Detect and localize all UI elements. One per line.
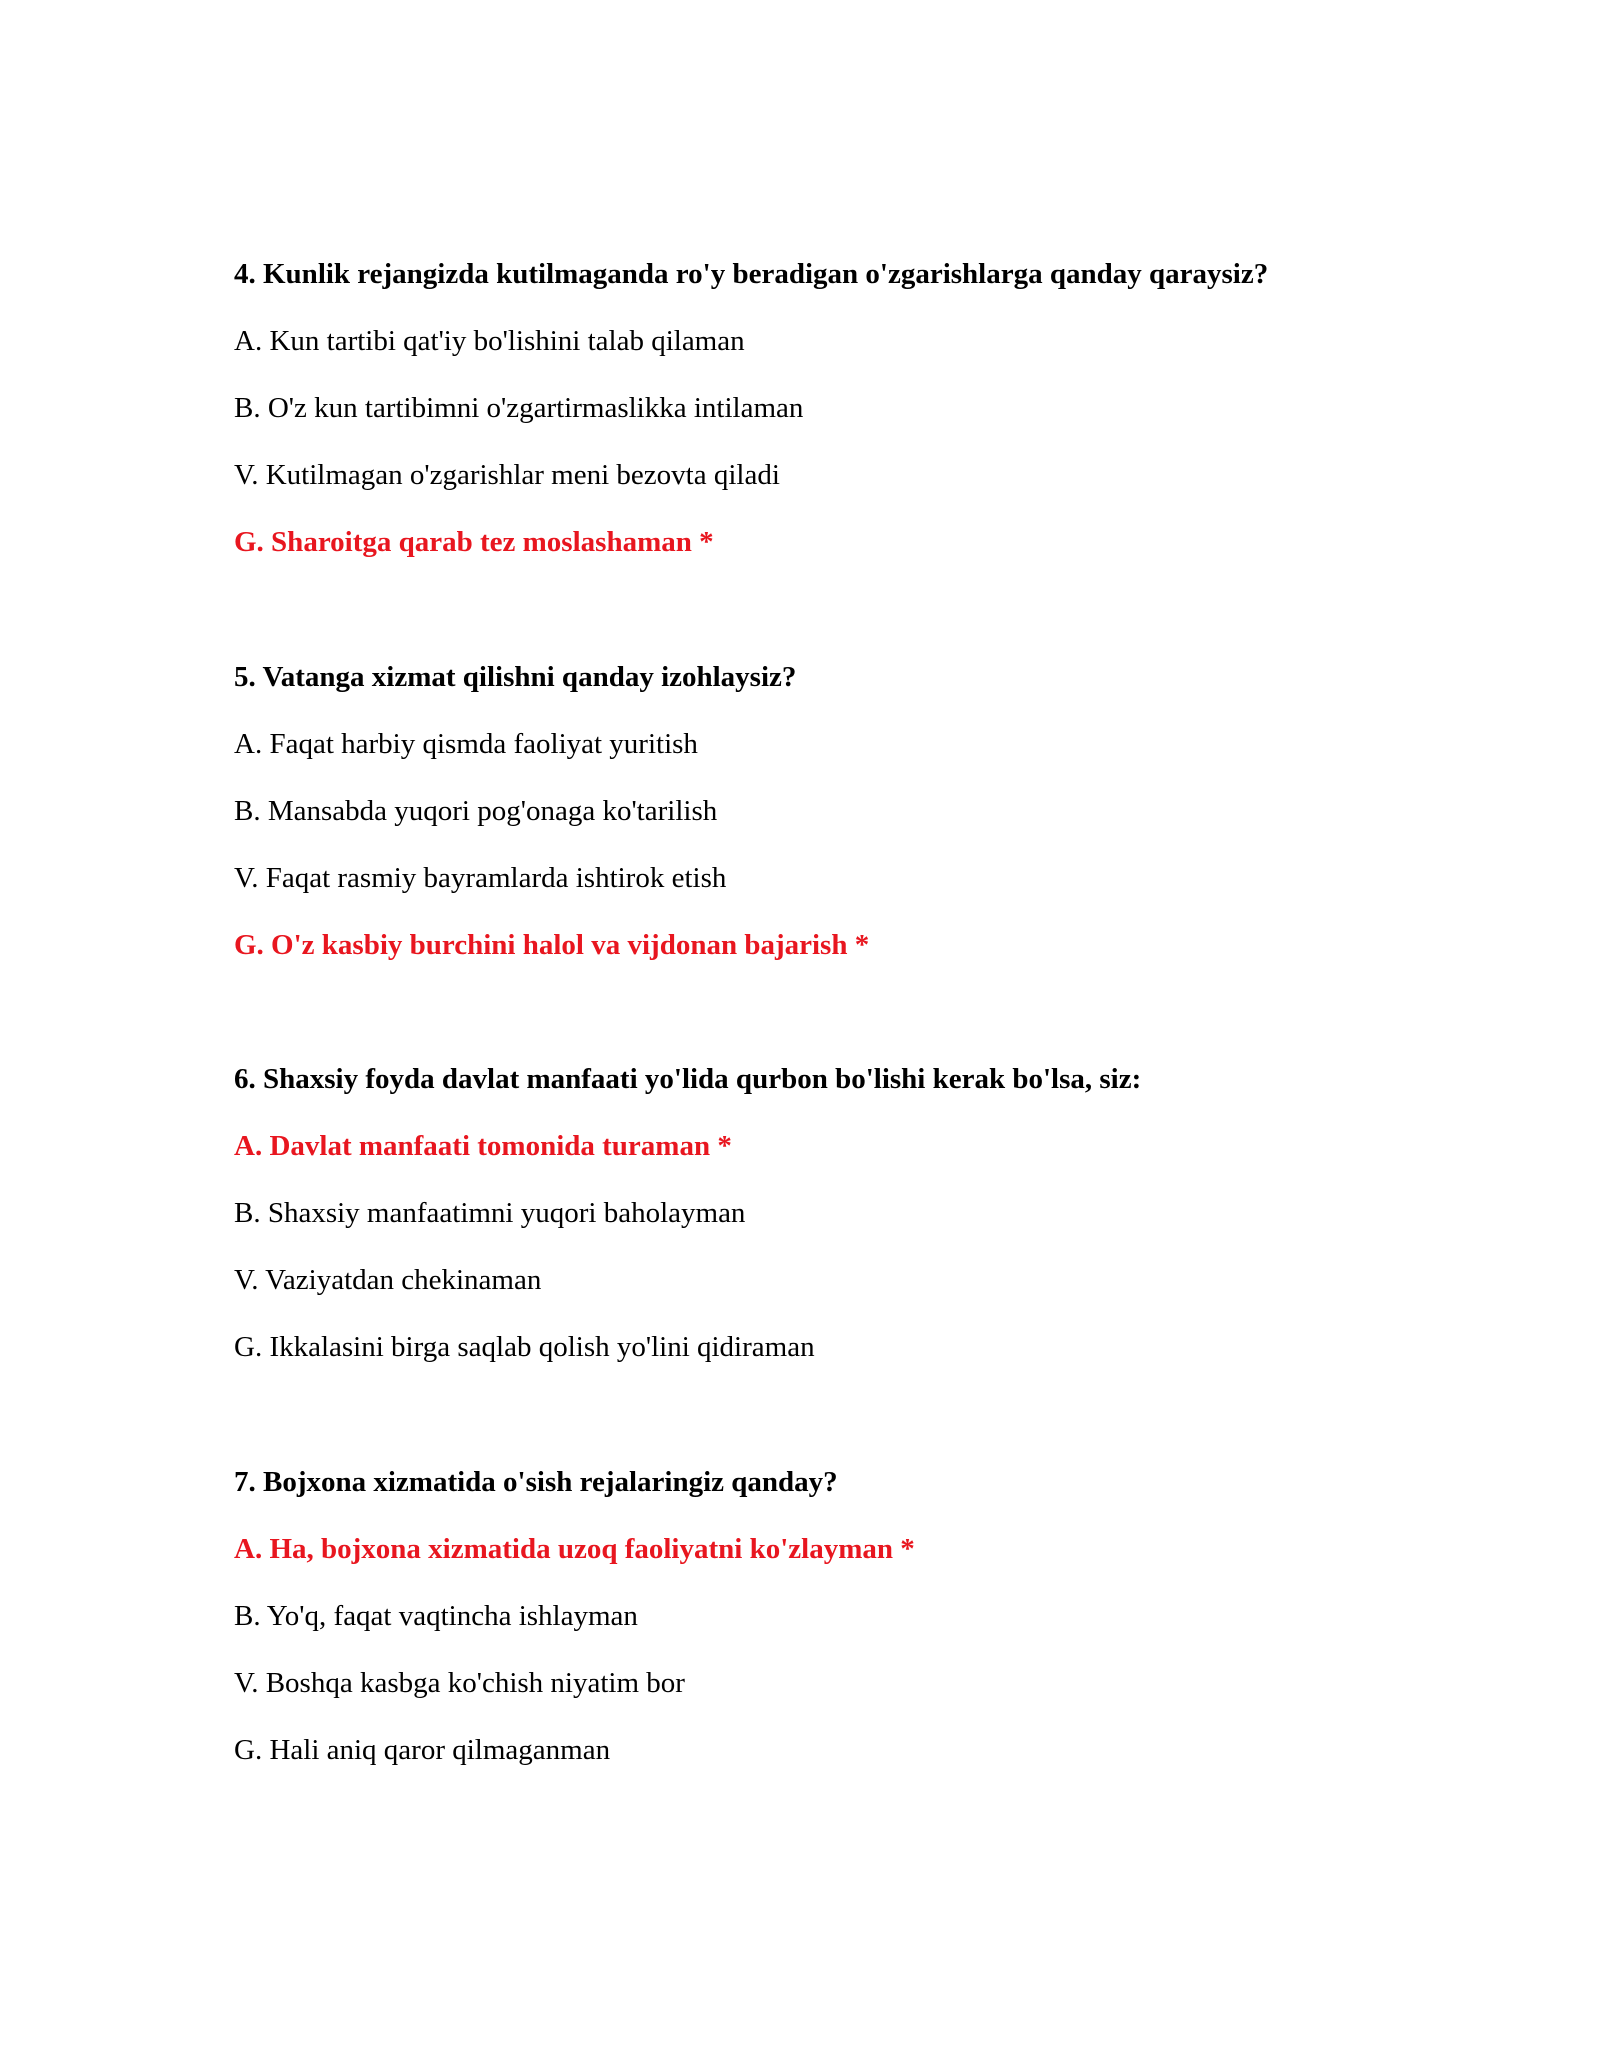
option-v: V. Vaziyatdan chekinaman xyxy=(234,1264,542,1296)
option-v: V. Boshqa kasbga ko'chish niyatim bor xyxy=(234,1667,685,1699)
option-b: B. O'z kun tartibimni o'zgartirmaslikka intilaman xyxy=(234,392,804,424)
option-a: A. Kun tartibi qat'iy bo'lishini talab qilaman xyxy=(234,325,745,357)
option-v: V. Faqat rasmiy bayramlarda ishtirok etish xyxy=(234,862,727,894)
option-a: A. Faqat harbiy qismda faoliyat yuritish xyxy=(234,728,698,760)
question-5 xyxy=(234,657,1484,965)
option-g: G. Ikkalasini birga saqlab qolish yo'lini qidiraman xyxy=(234,1331,815,1363)
question-title: 6. Shaxsiy foyda davlat manfaati yo'lida qurbon bo'lishi kerak bo'lsa, siz: xyxy=(234,1063,1142,1095)
option-a-correct: A. Davlat manfaati tomonida turaman * xyxy=(234,1130,732,1162)
question-title: 5. Vatanga xizmat qilishni qanday izohlaysiz? xyxy=(234,661,797,693)
option-b: B. Yo'q, faqat vaqtincha ishlayman xyxy=(234,1600,638,1632)
question-title: 7. Bojxona xizmatida o'sish rejalaringiz qanday? xyxy=(234,1466,838,1498)
question-7 xyxy=(234,1462,1484,1770)
option-a-correct: A. Ha, bojxona xizmatida uzoq faoliyatni ko'zlayman * xyxy=(234,1533,915,1565)
option-g: G. Hali aniq qaror qilmaganman xyxy=(234,1734,611,1766)
option-b: B. Shaxsiy manfaatimni yuqori baholayman xyxy=(234,1197,746,1229)
option-v: V. Kutilmagan o'zgarishlar meni bezovta qiladi xyxy=(234,459,780,491)
question-title: 4. Kunlik rejangizda kutilmaganda ro'y beradigan o'zgarishlarga qanday qaraysiz? xyxy=(234,258,1269,290)
option-g-correct: G. Sharoitga qarab tez moslashaman * xyxy=(234,526,714,558)
question-6 xyxy=(234,1059,1484,1367)
option-b: B. Mansabda yuqori pog'onaga ko'tarilish xyxy=(234,795,718,827)
question-4 xyxy=(234,254,1484,562)
option-g-correct: G. O'z kasbiy burchini halol va vijdonan bajarish * xyxy=(234,929,870,961)
